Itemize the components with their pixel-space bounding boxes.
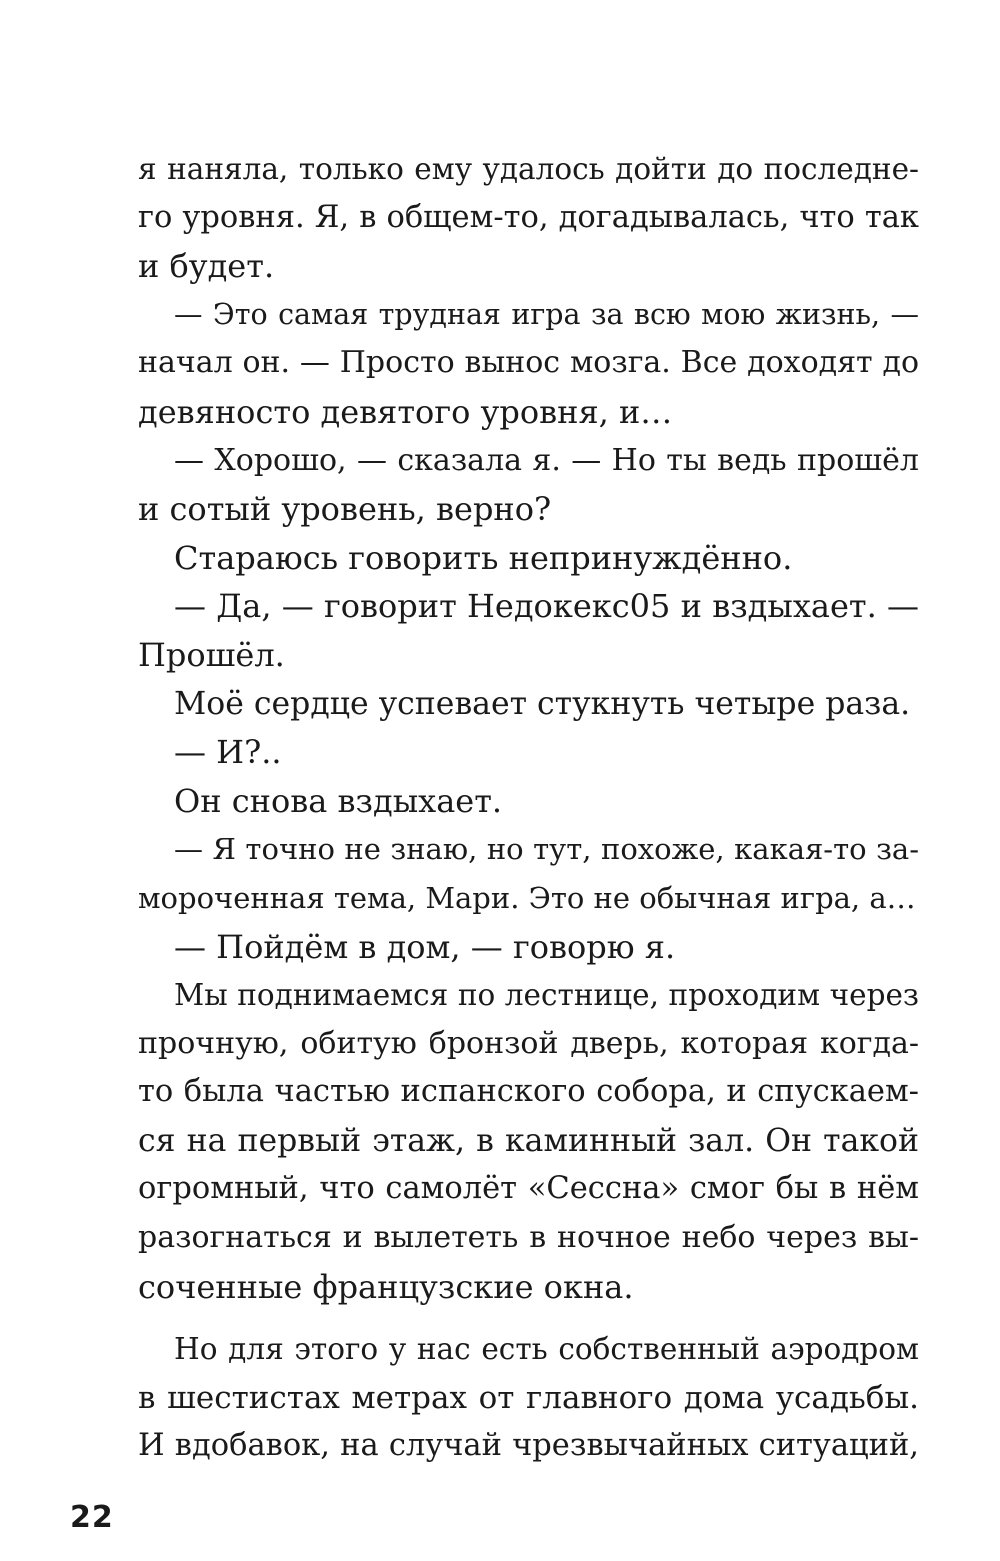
text-line: Он снова вздыхает. [174, 781, 503, 820]
text-line: Прошёл. [138, 635, 285, 674]
text-line: Мы поднимаемся по лестнице, проходим через [174, 978, 919, 1013]
text-line: соченные французские окна. [138, 1267, 634, 1306]
text-line: огромный, что самолёт «Сессна» смог бы в нём [138, 1171, 919, 1207]
text-line: разогнаться и вылететь в ночное небо через вы- [138, 1220, 919, 1256]
text-line: — Это самая трудная игра за всю мою жизнь, — [174, 297, 919, 331]
text-line: — И?.. [174, 733, 282, 772]
text-line: — Да, — говорит Недокекс05 и вздыхает. — [174, 587, 919, 626]
text-line: И вдобавок, на случай чрезвычайных ситуаций, [138, 1428, 919, 1464]
text-line: в шестистах метрах от главного дома усадьбы. [138, 1379, 919, 1416]
text-line: прочную, обитую бронзой дверь, которая когда- [138, 1025, 919, 1061]
page-number: 22 [70, 1500, 114, 1535]
text-line: Но для этого у нас есть собственный аэродром [174, 1332, 919, 1367]
text-line: и сотый уровень, верно? [138, 490, 552, 529]
text-line: Стараюсь говорить непринуждённо. [174, 538, 793, 577]
paragraph-gap [138, 1311, 919, 1325]
text-line: — Хорошо, — сказала я. — Но ты ведь прошёл [174, 442, 919, 478]
text-line: — Пойдём в дом, — говорю я. [174, 927, 676, 966]
text-line: то была частью испанского собора, и спускаем- [138, 1074, 919, 1110]
text-line: девяносто девятого уровня, и… [138, 392, 673, 431]
text-line: и будет. [138, 247, 275, 286]
text-line: Моё сердце успевает стукнуть четыре раза. [174, 685, 911, 722]
text-line: начал он. — Просто вынос мозга. Все доходят до [138, 345, 919, 381]
body-text [138, 145, 919, 1471]
text-line: ся на первый этаж, в каминный зал. Он такой [138, 1122, 919, 1159]
text-line: — Я точно не знаю, но тут, похоже, какая-то за- [174, 832, 919, 867]
text-line: го уровня. Я, в общем-то, догадывалась, что так [138, 199, 919, 235]
text-line: мороченная тема, Мари. Это не обычная игра, а… [138, 880, 916, 915]
text-line: я наняла, только ему удалось дойти до последне- [138, 152, 919, 186]
